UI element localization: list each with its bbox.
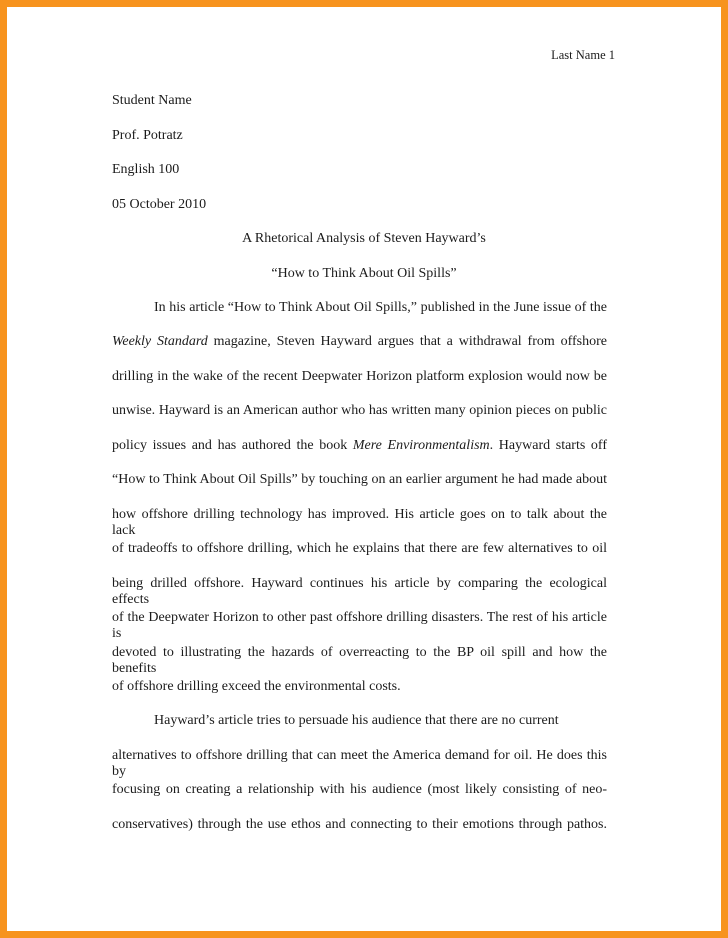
running-head: Last Name 1 <box>551 48 615 62</box>
paragraph-2-line: alternatives to offshore drilling that can meet the America demand for oil. He does this by <box>112 748 607 779</box>
paragraph-2-line: conservatives) through the use ethos and connecting to their emotions through pathos. <box>112 817 607 832</box>
paragraph-1-line: drilling in the wake of the recent Deepwater Horizon platform explosion would now be <box>112 369 607 384</box>
student-name: Student Name <box>112 93 192 108</box>
paragraph-1-line: In his article “How to Think About Oil Spills,” published in the June issue of the <box>154 300 607 315</box>
date: 05 October 2010 <box>112 197 207 212</box>
paragraph-1-line: devoted to illustrating the hazards of overreacting to the BP oil spill and how the benefits <box>112 645 607 676</box>
paragraph-1-line <box>112 334 607 352</box>
line-text: policy issues and has authored the book <box>112 438 353 453</box>
paragraph-2-line: Hayward’s article tries to persuade his audience that there are no current <box>154 713 559 728</box>
professor-name: Prof. Potratz <box>112 128 183 143</box>
publication-title: Weekly Standard <box>112 334 208 349</box>
line-text: magazine, Steven Hayward argues that a withdrawal from offshore <box>207 334 607 349</box>
title-line-1: A Rhetorical Analysis of Steven Hayward’s <box>242 231 486 246</box>
title-line-2: “How to Think About Oil Spills” <box>271 266 457 281</box>
paragraph-2-line: focusing on creating a relationship with his audience (most likely consisting of neo- <box>112 782 607 797</box>
line-text: . Hayward starts off <box>489 438 607 453</box>
paragraph-1-line <box>112 438 607 456</box>
paragraph-1-line: unwise. Hayward is an American author who has written many opinion pieces on public <box>112 403 607 418</box>
book-title: Mere Environmentalism <box>352 438 490 453</box>
paragraph-1-line: being drilled offshore. Hayward continues his article by comparing the ecological effects <box>112 576 607 607</box>
paragraph-1-line: how offshore drilling technology has improved. His article goes on to talk about the lack <box>112 507 607 538</box>
paragraph-1-line: of the Deepwater Horizon to other past offshore drilling disasters. The rest of his article is <box>112 610 607 641</box>
paragraph-1-line: “How to Think About Oil Spills” by touching on an earlier argument he had made about <box>112 472 607 487</box>
paragraph-1-line: of tradeoffs to offshore drilling, which he explains that there are few alternatives to oil <box>112 541 607 556</box>
course-name: English 100 <box>112 162 180 177</box>
paragraph-1-line: of offshore drilling exceed the environmental costs. <box>112 679 401 694</box>
